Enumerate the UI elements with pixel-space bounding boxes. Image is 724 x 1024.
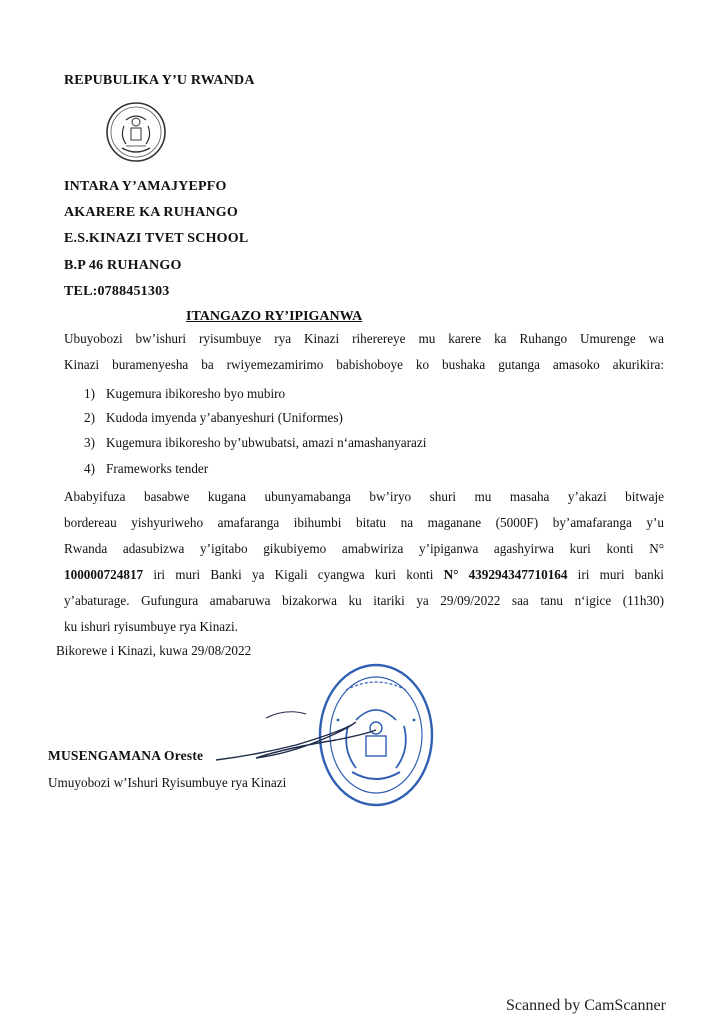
conditions-line-4: 100000724817 iri muri Banki ya Kigali cyangwa kuri konti N° 439294347710164 iri muri banki <box>64 567 664 582</box>
intro-line-2: Kinazi buramenyesha ba rwiyemezamirimo babishoboye ko bushaka gutanga amasoko akurikira: <box>64 357 664 372</box>
account-number-2: N° 439294347710164 <box>443 567 568 582</box>
list-item: 2) Kudoda imyenda y’abanyeshuri (Uniformes) <box>84 410 343 425</box>
republic-heading: REPUBULIKA Y’U RWANDA <box>64 73 255 88</box>
list-item: 1) Kugemura ibikoresho byo mubiro <box>84 386 286 401</box>
list-item: 4) Frameworks tender <box>84 461 209 476</box>
telephone: TEL:0788451303 <box>64 284 170 299</box>
province-heading: INTARA Y’AMAJYEPFO <box>64 179 227 194</box>
intro-line-1: Ubuyobozi bw’ishuri ryisumbuye rya Kinazi riherereye mu karere ka Ruhango Umurenge wa <box>64 331 664 346</box>
scanner-watermark: Scanned by CamScanner <box>506 997 666 1014</box>
district-heading: AKARERE KA RUHANGO <box>64 205 238 220</box>
conditions-line-2: bordereau yishyuriweho amafaranga ibihumbi bitatu na maganane (5000F) by’amafaranga y’u <box>64 515 664 530</box>
signature <box>196 700 386 780</box>
school-heading: E.S.KINAZI TVET SCHOOL <box>64 231 249 246</box>
list-item: 3) Kugemura ibikoresho by’ubwubatsi, amazi n‘amashanyarazi <box>84 435 427 450</box>
account-number-1: 100000724817 <box>64 567 144 582</box>
document-title: ITANGAZO RY’IPIGANWA <box>186 309 363 324</box>
conditions-line-1: Ababyifuza basabwe kugana ubunyamabanga bw’iryo shuri mu masaha y’akazi bitwaje <box>64 489 664 504</box>
po-box: B.P 46 RUHANGO <box>64 258 182 273</box>
conditions-line-3: Rwanda adasubizwa y’igitabo gikubiyemo amabwiriza y’ipiganwa agashyirwa kuri konti N° <box>64 541 664 556</box>
national-emblem <box>104 100 168 164</box>
conditions-line-6: ku ishuri ryisumbuye rya Kinazi. <box>64 619 238 634</box>
conditions-line-5: y’abaturage. Gufungura amabaruwa bizakorwa ku itariki ya 29/09/2022 saa tanu n‘igice (11h30) <box>64 593 664 608</box>
signatory-name: MUSENGAMANA Oreste <box>48 748 204 763</box>
signatory-role: Umuyobozi w’Ishuri Ryisumbuye rya Kinazi <box>48 775 287 790</box>
place-date: Bikorewe i Kinazi, kuwa 29/08/2022 <box>56 643 252 658</box>
